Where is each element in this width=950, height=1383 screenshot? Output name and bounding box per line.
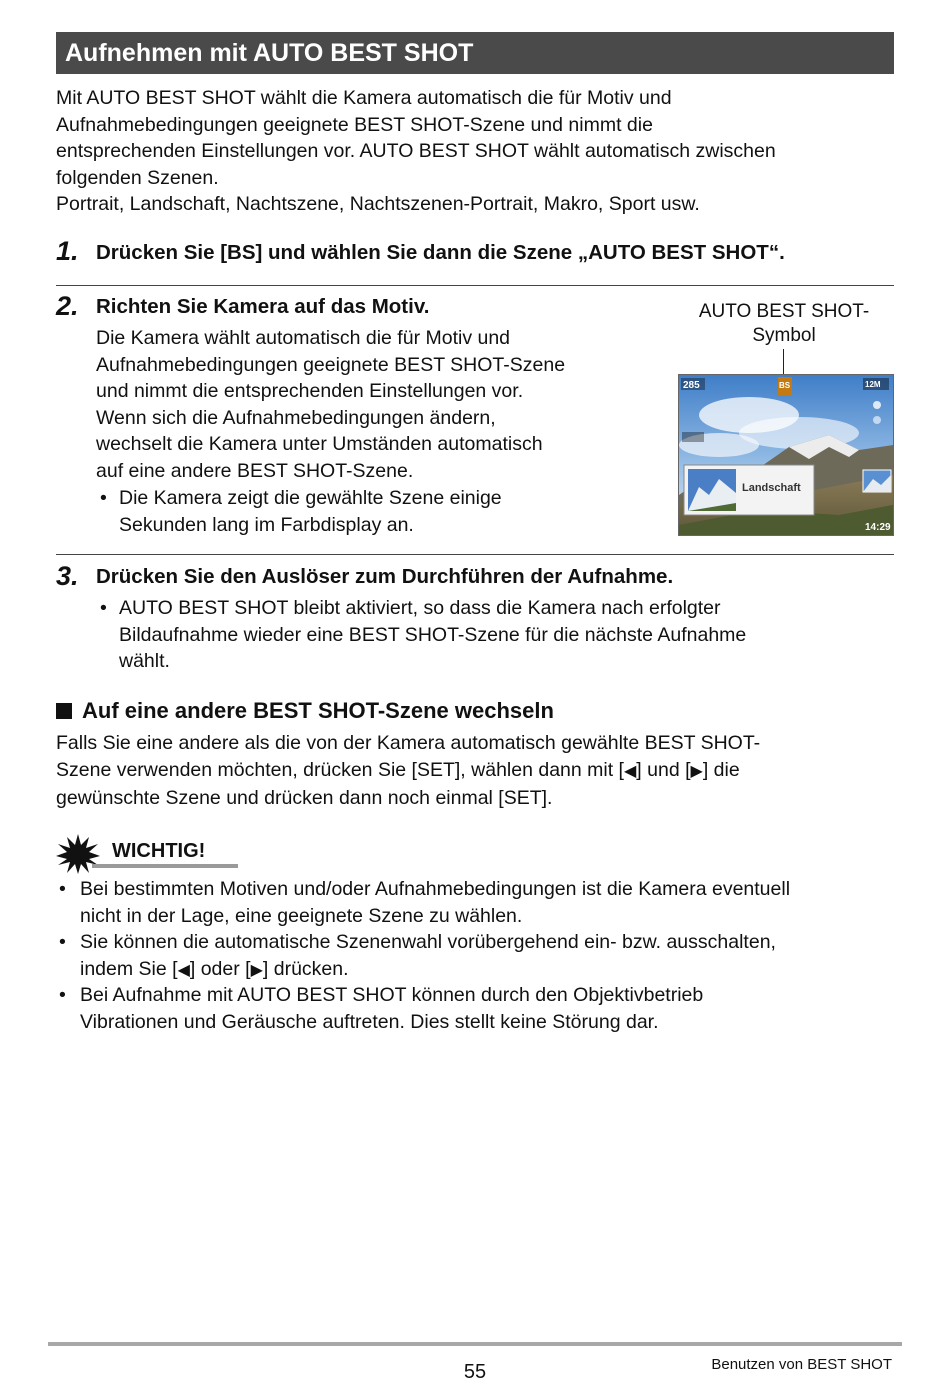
scene-popup <box>684 465 814 515</box>
square-bullet-icon <box>56 703 72 719</box>
landscape-preview-image <box>679 375 893 535</box>
important-label: WICHTIG! <box>112 840 206 862</box>
section-heading-text: Auf eine andere BEST SHOT-Szene wechseln <box>82 698 554 723</box>
important-text: ] drücken. <box>262 957 349 980</box>
important-line: Vibrationen und Geräusche auftreten. Dies stellt keine Störung dar. <box>80 1010 659 1033</box>
footer-divider <box>48 1342 902 1346</box>
left-arrow-icon: ◀ <box>177 961 190 979</box>
step-2-bullet <box>119 485 659 538</box>
step-3-heading: Drücken Sie den Auslöser zum Durchführen der Aufnahme. <box>96 565 674 588</box>
step-2-bullet-line: Sekunden lang im Farbdisplay an. <box>119 513 414 536</box>
section-line: gewünschte Szene und drücken dann noch einmal [SET]. <box>56 787 553 810</box>
important-line: Bei bestimmten Motiven und/oder Aufnahmebedingungen ist die Kamera eventuell <box>80 878 791 900</box>
intro-scene-list: Portrait, Landschaft, Nachtszene, Nachtszenen-Portrait, Makro, Sport usw. <box>56 193 700 216</box>
caption-line: Symbol <box>752 325 816 346</box>
section-paragraph <box>56 730 896 812</box>
important-item-1 <box>80 876 900 929</box>
intro-line: Mit AUTO BEST SHOT wählt die Kamera automatisch die für Motiv und <box>56 87 672 109</box>
bullet-icon: • <box>59 931 66 953</box>
clock-time: 14:29 <box>865 522 891 533</box>
step-2-number: 2. <box>56 291 79 321</box>
step-3-number: 3. <box>56 561 79 591</box>
important-item-3 <box>80 982 900 1035</box>
section-heading <box>56 697 554 725</box>
section-text: ] und [ <box>636 758 691 781</box>
intro-line: entsprechenden Einstellungen vor. AUTO BEST SHOT wählt automatisch zwischen <box>56 140 776 163</box>
section-text: ] die <box>702 758 740 781</box>
shots-remaining: 285 <box>683 380 700 391</box>
section-line <box>56 757 896 786</box>
auto-best-shot-icon: BS <box>779 381 791 390</box>
step-3-bullet-line: wählt. <box>119 650 170 673</box>
right-arrow-icon: ▶ <box>690 762 703 780</box>
important-underline <box>92 864 238 868</box>
scene-name-label: Landschaft <box>742 482 801 494</box>
image-size-icon: 12M <box>865 380 881 389</box>
step-2-body <box>96 325 656 485</box>
step-3-bullet-line: Bildaufnahme wieder eine BEST SHOT-Szene für die nächste Aufnahme <box>119 623 747 646</box>
step-1-number: 1. <box>56 236 79 266</box>
battery-icon <box>682 432 704 442</box>
camera-monitor-screen <box>678 374 894 536</box>
intro-paragraph <box>56 85 896 218</box>
right-arrow-icon: ▶ <box>250 961 263 979</box>
important-text: indem Sie [ <box>80 957 178 980</box>
section-text: Szene verwenden möchten, drücken Sie [SET], wählen dann mit [ <box>56 758 624 781</box>
page-number: 55 <box>463 1361 487 1383</box>
step-1-heading: Drücken Sie [BS] und wählen Sie dann die Szene „AUTO BEST SHOT“. <box>96 241 785 264</box>
bullet-icon: • <box>59 878 66 900</box>
warning-burst-icon <box>56 834 100 874</box>
step-2-heading: Richten Sie Kamera auf das Motiv. <box>96 295 430 318</box>
important-callout <box>56 834 238 874</box>
divider <box>56 554 894 555</box>
step-2-body-line: wechselt die Kamera unter Umständen automatisch <box>96 433 543 456</box>
important-text: ] oder [ <box>189 957 251 980</box>
important-line: Sie können die automatische Szenenwahl vorübergehend ein- bzw. ausschalten, <box>80 931 776 953</box>
bullet-icon: • <box>59 984 66 1006</box>
important-line: nicht in der Lage, eine geeignete Szene zu wählen. <box>80 904 523 927</box>
section-line: Falls Sie eine andere als die von der Kamera automatisch gewählte BEST SHOT- <box>56 732 761 754</box>
flash-icon <box>873 401 881 409</box>
step-3-bullet <box>119 595 889 675</box>
intro-line: folgenden Szenen. <box>56 166 219 189</box>
chapter-title: Benutzen von BEST SHOT <box>711 1356 892 1373</box>
step-2-body-line: und nimmt die entsprechenden Einstellungen vor. <box>96 380 524 403</box>
stabilizer-icon <box>873 416 881 424</box>
left-arrow-icon: ◀ <box>623 762 637 780</box>
bullet-icon: • <box>100 597 107 619</box>
step-2-body-line: Aufnahmebedingungen geeignete BEST SHOT-Szene <box>96 353 566 376</box>
intro-line: Aufnahmebedingungen geeignete BEST SHOT-Szene und nimmt die <box>56 113 653 136</box>
step-2-body-line: auf eine andere BEST SHOT-Szene. <box>96 459 414 482</box>
step-2-body-line: Die Kamera wählt automatisch die für Motiv und <box>96 327 511 349</box>
scene-thumbnail-next <box>863 470 891 492</box>
page-title: Aufnehmen mit AUTO BEST SHOT <box>56 32 894 74</box>
auto-best-shot-symbol-caption <box>680 300 888 348</box>
important-line <box>80 956 900 985</box>
important-item-2 <box>80 929 900 984</box>
step-2-bullet-line: Die Kamera zeigt die gewählte Szene einige <box>119 487 502 509</box>
bullet-icon: • <box>100 487 107 509</box>
step-3-bullet-line: AUTO BEST SHOT bleibt aktiviert, so dass die Kamera nach erfolgter <box>119 597 721 619</box>
step-2-body-line: Wenn sich die Aufnahmebedingungen ändern, <box>96 406 496 429</box>
important-line: Bei Aufnahme mit AUTO BEST SHOT können durch den Objektivbetrieb <box>80 984 704 1006</box>
divider <box>56 285 894 286</box>
caption-line: AUTO BEST SHOT- <box>698 301 870 322</box>
